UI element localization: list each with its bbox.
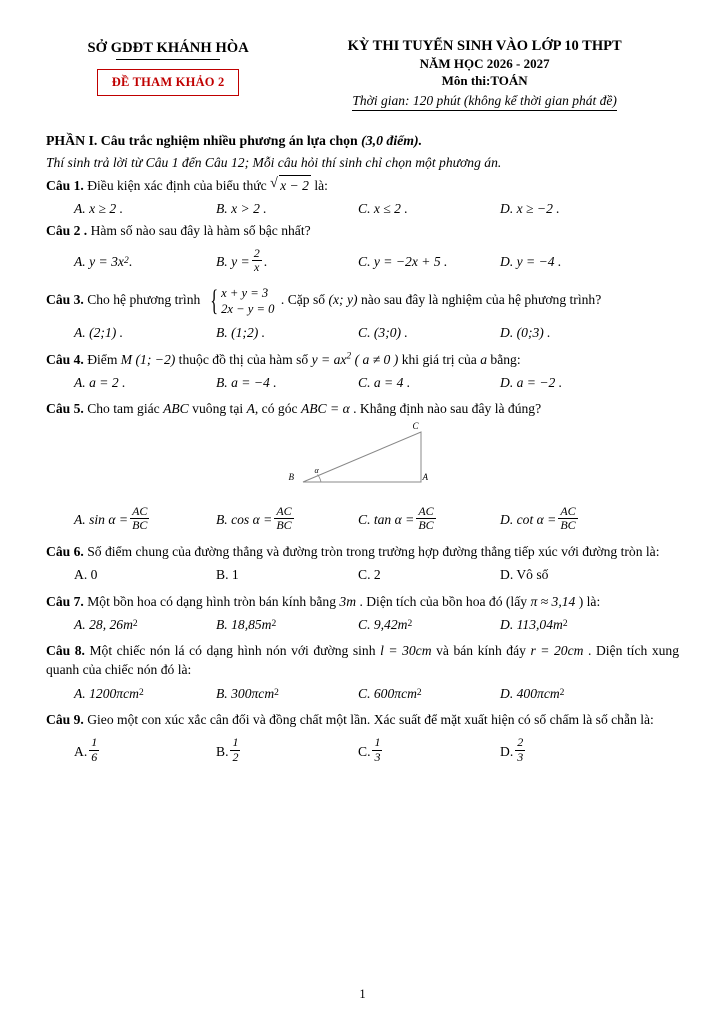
question-4-point: M (1; −2) <box>120 351 176 367</box>
question-1 <box>46 175 679 195</box>
question-8-radius: r = 20cm <box>530 643 584 659</box>
question-3-option-d[interactable]: D. (0;3) . <box>500 325 551 341</box>
question-7-options <box>46 615 679 634</box>
question-3-option-c[interactable]: C. (3;0) . <box>358 325 408 341</box>
question-5-option-c[interactable]: C. tan α = $\frac{AC}{BC}$ <box>358 503 434 533</box>
question-9-options <box>46 737 679 765</box>
fraction-ac-bc-a: $\frac{AC}{BC}$ <box>132 503 148 533</box>
question-7 <box>46 592 679 611</box>
question-4-option-a[interactable]: A. a = 2 . <box>74 374 126 390</box>
exam-title: KỲ THI TUYỂN SINH VÀO LỚP 10 THPT <box>347 38 622 54</box>
right-triangle-figure <box>46 421 679 497</box>
triangle-vertex-b: B <box>288 472 294 483</box>
part-title-bold: PHẦN I. Câu trắc nghiệm nhiều phương án lựa chọn <box>46 133 358 148</box>
exam-subject: Môn thi:TOÁN <box>441 73 528 88</box>
question-8-option-c[interactable]: C. 600πcm 2 <box>358 685 422 701</box>
question-3-text-mid: . Cặp số <box>280 292 326 308</box>
question-4-text-end: bằng: <box>490 351 521 367</box>
fraction-2-over-x: $\frac{2}{x}$ <box>253 245 260 275</box>
question-1-options <box>46 199 679 218</box>
question-5-vertex: A <box>246 401 255 417</box>
question-9 <box>46 710 679 729</box>
question-5-text-before: Cho tam giác <box>87 401 160 417</box>
exam-content <box>46 131 679 766</box>
question-6 <box>46 542 679 561</box>
fraction-a: $\frac{1}{6}$ <box>91 735 98 764</box>
question-7-label: Câu 7. <box>46 593 84 609</box>
part-title <box>46 131 679 151</box>
question-3-option-a[interactable]: A. (2;1) . <box>74 325 124 341</box>
question-4-label: Câu 4. <box>46 351 84 367</box>
triangle-vertex-c: C <box>412 421 419 432</box>
question-3-label: Câu 3. <box>46 292 84 308</box>
question-2-options <box>46 245 679 276</box>
question-1-option-c[interactable]: C. x ≤ 2 . <box>358 201 408 217</box>
question-3 <box>46 285 679 317</box>
question-8-text-mid: và bán kính đáy <box>436 643 526 659</box>
question-5: Câu 5. Cho tam giác ABC vuông tại A, có góc ABC = α . Khẳng định nào sau đây là đúng? <box>46 401 542 417</box>
question-2-option-c[interactable]: C. y = −2x + 5 . <box>358 254 448 270</box>
question-1-option-d[interactable]: D. x ≥ −2 . <box>500 201 560 217</box>
school-name: SỞ GDĐT KHÁNH HÒA <box>87 40 249 56</box>
question-8-label: Câu 8. <box>46 643 85 659</box>
question-1-option-b[interactable]: B. x > 2 . <box>216 201 267 217</box>
question-9-option-d[interactable]: D. $\frac{2}{3}$ <box>500 735 524 764</box>
question-1-text-after: là: <box>314 177 328 193</box>
question-5-text-mid: vuông tại <box>192 401 244 417</box>
question-6-option-c[interactable]: C. 2 <box>358 567 381 583</box>
question-7-text-mid: . Diện tích của bồn hoa đó (lấy <box>359 593 528 609</box>
question-7-text-before: Một bồn hoa có dạng hình tròn bán kính bằng <box>87 593 336 609</box>
header-left-block <box>46 38 290 96</box>
question-5-option-a[interactable]: A. sin α = $\frac{AC}{BC}$ <box>74 503 148 533</box>
question-9-option-c[interactable]: C. $\frac{1}{3}$ <box>358 735 381 764</box>
exam-code-badge: ĐỀ THAM KHẢO 2 <box>97 69 240 96</box>
question-9-option-b[interactable]: B. $\frac{1}{2}$ <box>216 735 239 764</box>
exam-duration: Thời gian: 120 phút (không kể thời gian phát đề) <box>352 93 617 111</box>
question-9-option-a[interactable]: A. $\frac{1}{6}$ <box>74 735 98 764</box>
triangle-angle-alpha: α <box>314 466 319 476</box>
question-7-option-a[interactable]: A. 28, 26m 2 <box>74 616 138 632</box>
question-4-func: y = ax <box>311 351 347 367</box>
question-4-var: a <box>480 351 488 367</box>
question-8-options <box>46 684 679 703</box>
fraction-ac-bc-b: $\frac{AC}{BC}$ <box>276 503 292 533</box>
question-2-option-b[interactable]: B. y = $\frac{2}{x}$ . <box>216 245 268 275</box>
school-underline <box>116 59 220 60</box>
question-5-triangle: ABC <box>163 401 189 417</box>
part-instruction: Thí sinh trả lời từ Câu 1 đến Câu 12; Mỗi câu hỏi thí sinh chỉ chọn một phương án. <box>46 154 502 170</box>
fraction-ac-bc-d: $\frac{AC}{BC}$ <box>560 503 576 533</box>
question-6-options <box>46 565 679 584</box>
question-6-option-a[interactable]: A. 0 <box>74 567 98 583</box>
question-9-label: Câu 9. <box>46 712 84 728</box>
exam-year: NĂM HỌC 2026 - 2027 <box>419 56 550 71</box>
question-7-text-after: ) là: <box>578 593 601 609</box>
question-2-option-d[interactable]: D. y = −4 . <box>500 254 562 270</box>
equation-system: { x + y = 3 2x − y = 0 <box>209 284 275 318</box>
question-2 <box>46 221 679 240</box>
triangle-vertex-a: A <box>422 472 428 483</box>
question-2-text: Hàm số nào sau đây là hàm số bậc nhất? <box>90 223 311 239</box>
question-7-option-d[interactable]: D. 113,04m 2 <box>500 616 568 632</box>
question-8-option-a[interactable]: A. 1200πcm 2 <box>74 685 144 701</box>
question-2-label: Câu 2 . <box>46 223 88 239</box>
question-4-option-b[interactable]: B. a = −4 . <box>216 374 277 390</box>
fraction-d: $\frac{2}{3}$ <box>517 735 524 764</box>
question-4-text-before: Điểm <box>87 351 118 367</box>
document-header <box>46 38 679 111</box>
question-7-radius: 3m <box>339 593 357 609</box>
header-right-block <box>290 38 679 111</box>
question-5-text-after: . Khẳng định nào sau đây là đúng? <box>353 401 542 417</box>
question-4-text-after: khi giá trị của <box>401 351 477 367</box>
question-6-option-d[interactable]: D. Vô số <box>500 567 549 583</box>
question-4-option-d[interactable]: D. a = −2 . <box>500 374 563 390</box>
question-3-options <box>46 323 679 342</box>
question-5-options <box>46 503 679 534</box>
question-8 <box>46 641 679 680</box>
question-8-slant: l = 30cm <box>380 643 432 659</box>
question-5-label: Câu 5. <box>46 401 84 417</box>
question-8-text-before: Một chiếc nón lá có dạng hình nón với đường sinh <box>89 643 376 659</box>
question-6-option-b[interactable]: B. 1 <box>216 567 239 583</box>
question-3-option-b[interactable]: B. (1;2) . <box>216 325 266 341</box>
fraction-b: $\frac{1}{2}$ <box>232 735 239 764</box>
question-1-sqrt: √ x − 2 <box>270 175 311 195</box>
fraction-ac-bc-c: $\frac{AC}{BC}$ <box>418 503 434 533</box>
question-4-options <box>46 373 679 392</box>
question-7-pi: π ≈ 3,14 <box>530 593 576 609</box>
question-8-option-d[interactable]: D. 400πcm 2 <box>500 685 565 701</box>
question-3-text-before: Cho hệ phương trình <box>87 292 201 308</box>
question-5-option-b[interactable]: B. cos α = $\frac{AC}{BC}$ <box>216 503 292 533</box>
part-title-score: (3,0 điểm). <box>361 133 423 148</box>
question-4-text-mid: thuộc đồ thị của hàm số <box>178 351 309 367</box>
question-3-pair: (x; y) <box>328 292 358 308</box>
question-1-label: Câu 1. <box>46 177 84 193</box>
question-8-option-b[interactable]: B. 300πcm 2 <box>216 685 279 701</box>
question-2-option-a[interactable]: A. y = 3x 2 . <box>74 254 133 270</box>
question-5-angle: ABC = α <box>300 401 350 417</box>
question-4: Câu 4. Điểm M (1; −2) thuộc đồ thị của hàm số $y = ax^2$ ( a ≠ 0 ) khi giá trị của a bằng: <box>46 350 521 367</box>
triangle-svg <box>283 424 443 492</box>
question-4-option-c[interactable]: C. a = 4 . <box>358 374 411 390</box>
question-7-option-b[interactable]: B. 18,85m 2 <box>216 616 277 632</box>
question-3-text-after: nào sau đây là nghiệm của hệ phương trình? <box>360 292 602 308</box>
question-1-option-a[interactable]: A. x ≥ 2 . <box>74 201 123 217</box>
question-5-option-d[interactable]: D. cot α = $\frac{AC}{BC}$ <box>500 503 576 533</box>
question-8-text-after: . Diện tích xung quanh của chiếc nón đó là: <box>46 643 680 678</box>
page-number: 1 <box>359 987 366 1001</box>
question-4-cond: ( a ≠ 0 ) <box>354 351 399 367</box>
fraction-c: $\frac{1}{3}$ <box>374 735 381 764</box>
question-6-text: Số điểm chung của đường thẳng và đường tròn trong trường hợp đường thẳng tiếp xúc với đường tròn là: <box>87 543 660 559</box>
question-9-text: Gieo một con xúc xắc cân đối và đồng chất một lần. Xác suất để mặt xuất hiện có số chấm là số chẵn là: <box>87 712 654 728</box>
question-7-option-c[interactable]: C. 9,42m 2 <box>358 616 413 632</box>
question-6-label: Câu 6. <box>46 543 84 559</box>
question-1-text-before: Điều kiện xác định của biểu thức <box>87 177 267 193</box>
